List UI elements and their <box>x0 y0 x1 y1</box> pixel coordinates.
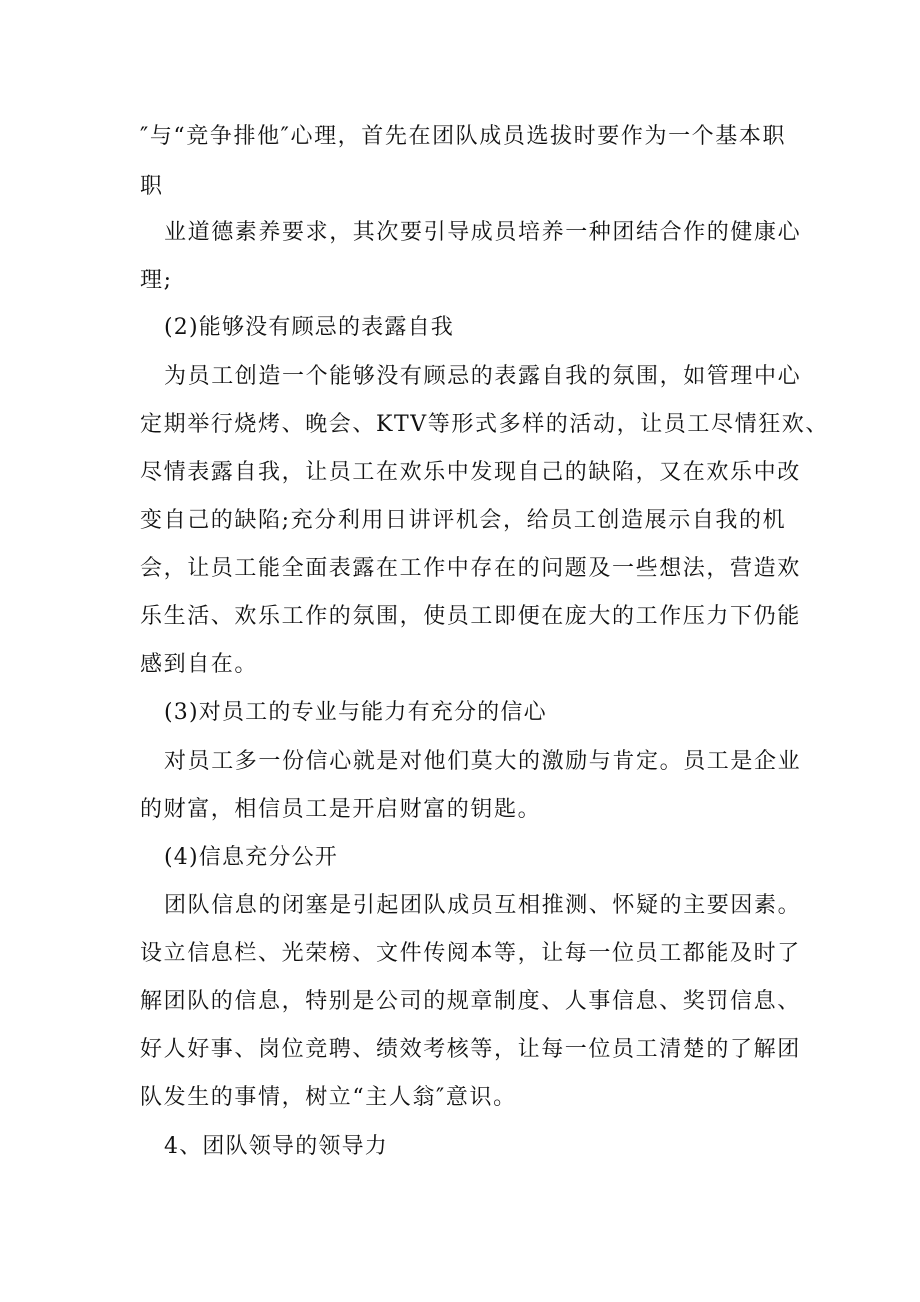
text-line: 变自己的缺陷;充分利用日讲评机会，给员工创造展示自我的机 <box>140 508 787 533</box>
text-line: 定期举行烧烤、晚会、KTV等形式多样的活动，让员工尽情狂欢、 <box>140 412 829 437</box>
text-line: ″与“竞争排他″心理，首先在团队成员选拔时要作为一个基本职 <box>140 124 787 149</box>
text-line: 职 <box>140 174 164 199</box>
text-line: 会，让员工能全面表露在工作中存在的问题及一些想法，营造欢 <box>140 556 801 581</box>
text-line: 乐生活、欢乐工作的氛围，使员工即便在庞大的工作压力下仍能 <box>140 604 801 629</box>
text-line: 好人好事、岗位竞聘、绩效考核等，让每一位员工清楚的了解团 <box>140 1037 801 1062</box>
text-line: 对员工多一份信心就是对他们莫大的激励与肯定。员工是企业 <box>164 749 802 774</box>
section-heading: (3)对员工的专业与能力有充分的信心 <box>164 700 547 725</box>
text-line: 的财富，相信员工是开启财富的钥匙。 <box>140 797 542 822</box>
text-line: 为员工创造一个能够没有顾忌的表露自我的氛围，如管理中心 <box>164 364 802 389</box>
text-line: 团队信息的闭塞是引起团队成员互相推测、怀疑的主要因素。 <box>164 893 802 918</box>
text-line: 队发生的事情，树立“主人翁″意识。 <box>140 1085 517 1110</box>
text-line: 解团队的信息，特别是公司的规章制度、人事信息、奖罚信息、 <box>140 989 801 1014</box>
text-line: 理; <box>140 268 173 293</box>
text-line: 尽情表露自我，让员工在欢乐中发现自己的缺陷，又在欢乐中改 <box>140 460 801 485</box>
text-line: 感到自在。 <box>140 652 259 677</box>
section-heading: 4、团队领导的领导力 <box>164 1134 388 1159</box>
section-heading: (2)能够没有顾忌的表露自我 <box>164 315 454 340</box>
section-heading: (4)信息充分公开 <box>164 845 338 870</box>
text-line: 业道德素养要求，其次要引导成员培养一种团结合作的健康心 <box>164 220 802 245</box>
text-line: 设立信息栏、光荣榜、文件传阅本等，让每一位员工都能及时了 <box>140 941 801 966</box>
